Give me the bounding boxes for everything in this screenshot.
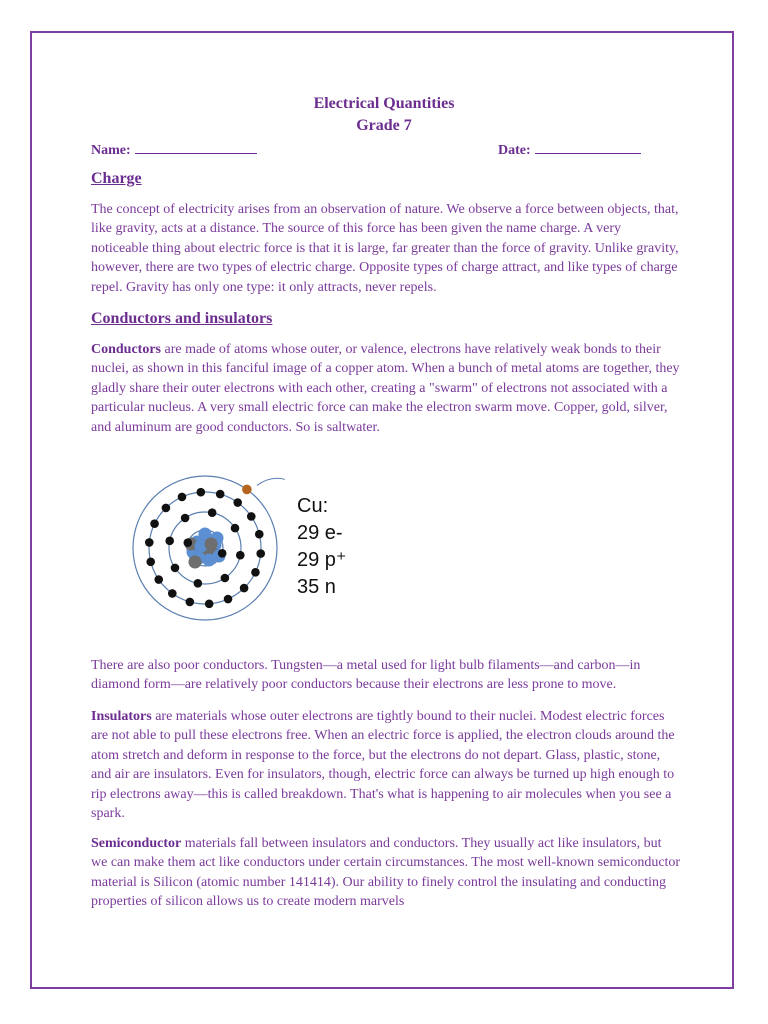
semiconductor-text: materials fall between insulators and conductors. They usually act like insulators, but we can make them act like conductors under certain circumstances. The most well-known semiconductor material is Silicon (atomic number 141414). Our ability to finely control the insulating and conducting properties of silicon allows us to create modern marvels bbox=[91, 836, 681, 910]
insulators-text: are materials whose outer electrons are tightly bound to their nuclei. Modest electric forces are not able to pull these electrons free. When an electric force is applied, the electron clouds around the atom stretch and deform in response to the force, but the electrons do not depart. Glass, plastic, stone, and air are insulators. Even for insulators, though, electric force can always be turned up high enough to rip electrons away—this is called breakdown. That's what is happening to air molecules when you see a spark. bbox=[91, 709, 675, 822]
electron-6 bbox=[165, 537, 174, 546]
charge-paragraph: The concept of electricity arises from an observation of nature. We observe a force between objects, that, like gravity, acts at a distance. The source of this force has been given the name charge. A very noticeable thing about electric force is that it is large, far greater than the force of gravity. Unlike gravity, however, there are two types of electric charge. Opposite types of charge attract, and like types of charge repel. Gravity has only one type: it only attracts, never repels. bbox=[91, 202, 679, 295]
electron-20 bbox=[150, 519, 159, 528]
electron-13 bbox=[224, 595, 233, 604]
conductors-text: are made of atoms whose outer, or valence, electrons have relatively weak bonds to their nuclei, as shown in this fanciful image of a copper atom. When a bunch of metal atoms are together, they gladly share their outer electrons with each other, creating a "swarm" of electrons not associated with a particular nucleus. A very small electric force can make the electron swarm move. Copper, gold, silver, and aluminum are good conductors. So is saltwater. bbox=[91, 342, 680, 435]
semiconductor-term: Semiconductor bbox=[91, 836, 182, 851]
electron-8 bbox=[208, 508, 217, 517]
name-blank-line[interactable] bbox=[135, 139, 257, 154]
heading-conductors-insulators: Conductors and insulators bbox=[91, 310, 273, 327]
poor-conductors-paragraph: There are also poor conductors. Tungsten—a metal used for light bulb filaments—and carbon—in diamond form—are relatively poor conductors because their electrons are less prone to move. bbox=[91, 658, 641, 693]
date-field[interactable] bbox=[498, 139, 641, 159]
electron-17 bbox=[154, 575, 163, 584]
atom-neutrons: 35 n bbox=[297, 576, 336, 598]
electron-1 bbox=[184, 538, 193, 547]
conductors-paragraph bbox=[91, 340, 681, 437]
electron-5 bbox=[171, 564, 180, 573]
name-label: Name: bbox=[91, 143, 131, 158]
date-blank-line[interactable] bbox=[535, 139, 641, 154]
valence-electron bbox=[242, 485, 252, 495]
electron-10 bbox=[256, 549, 265, 558]
electron-22 bbox=[178, 493, 187, 502]
neutron-13 bbox=[205, 538, 218, 551]
electron-12 bbox=[240, 584, 249, 593]
date-label: Date: bbox=[498, 143, 531, 158]
atom-electrons: 29 e- bbox=[297, 522, 343, 544]
electron-7 bbox=[181, 514, 190, 523]
electron-27 bbox=[255, 530, 264, 539]
electron-16 bbox=[168, 589, 177, 598]
electron-3 bbox=[221, 574, 230, 583]
electron-9 bbox=[231, 524, 240, 533]
electron-2 bbox=[236, 551, 245, 560]
electron-18 bbox=[146, 558, 155, 567]
electron-0 bbox=[218, 549, 227, 558]
electron-21 bbox=[162, 504, 171, 513]
conductors-term: Conductors bbox=[91, 342, 162, 357]
electron-26 bbox=[247, 512, 256, 521]
heading-charge: Charge bbox=[91, 170, 142, 187]
semiconductor-paragraph bbox=[91, 834, 681, 912]
neutron-14 bbox=[189, 556, 202, 569]
name-field[interactable] bbox=[91, 139, 257, 159]
atom-symbol: Cu: bbox=[297, 495, 329, 517]
electron-4 bbox=[194, 579, 203, 588]
electron-25 bbox=[233, 498, 242, 507]
document-title: Electrical Quantities bbox=[313, 95, 455, 112]
insulators-term: Insulators bbox=[91, 709, 152, 724]
document-subtitle: Grade 7 bbox=[356, 117, 412, 134]
electron-19 bbox=[145, 538, 154, 547]
electron-15 bbox=[186, 598, 195, 607]
valence-arrow bbox=[257, 478, 285, 485]
atom-legend bbox=[297, 493, 346, 601]
insulators-paragraph bbox=[91, 707, 681, 823]
electron-23 bbox=[197, 488, 206, 497]
atom-protons: 29 p⁺ bbox=[297, 549, 347, 571]
electron-24 bbox=[216, 490, 225, 499]
electron-11 bbox=[251, 568, 260, 577]
electron-14 bbox=[205, 600, 214, 609]
